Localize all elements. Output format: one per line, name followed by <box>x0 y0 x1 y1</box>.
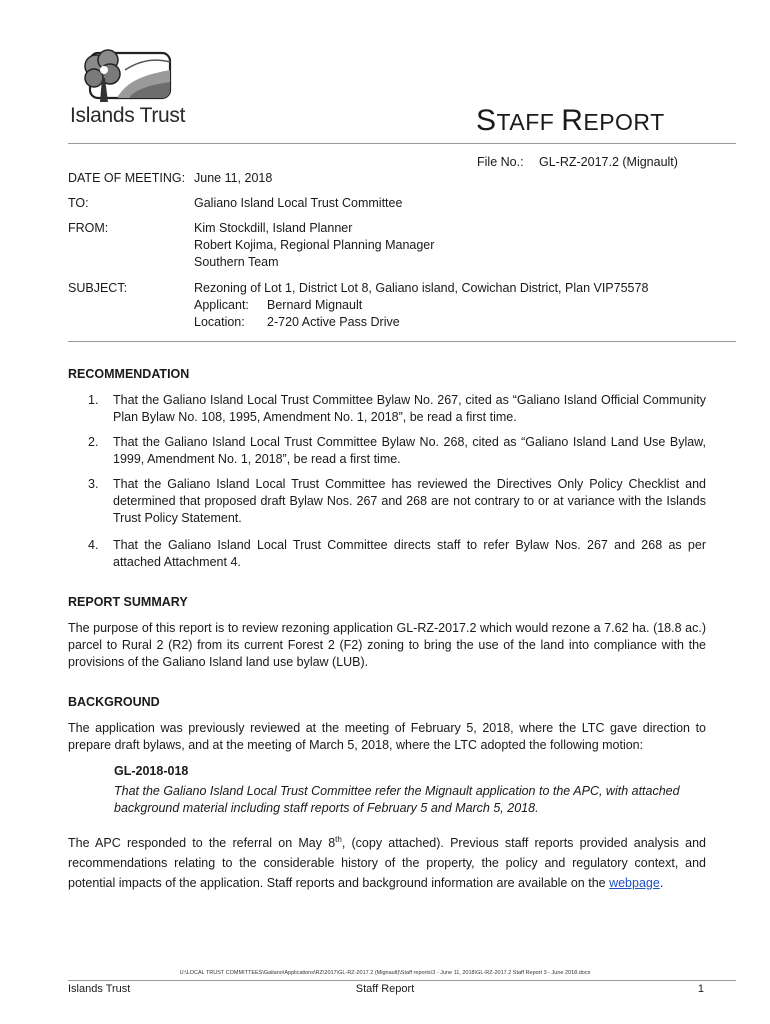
summary-text: The purpose of this report is to review rezoning application GL-RZ-2017.2 which would rezone a 7.62 ha. (18.8 ac.) parcel to Rural 2 (R2) from its current Forest 2 (F2) zoning to bring the use of the land into compliance with the provisions of the Galiano Island land use bylaw (LUB). <box>68 621 706 669</box>
recommendation-heading: RECOMMENDATION <box>68 367 190 381</box>
from-line: Kim Stockdill, Island Planner <box>194 221 353 235</box>
subject-text: Rezoning of Lot 1, District Lot 8, Galiano island, Cowichan District, Plan VIP75578 <box>194 281 649 295</box>
file-number: File No.: GL-RZ-2017.2 (Mignault) <box>477 155 678 169</box>
background-heading: BACKGROUND <box>68 695 160 709</box>
footer-title: Staff Report <box>355 983 415 995</box>
summary-heading: REPORT SUMMARY <box>68 595 188 609</box>
footer-rule <box>68 980 736 981</box>
meta-rule <box>68 341 736 342</box>
applicant-line: Applicant: Bernard Mignault <box>194 298 363 312</box>
apc-paragraph: The APC responded to the referral on May 8th, (copy attached). Previous staff reports provided analysis and recommendations relating to the considerable history of the property, the policy and regulatory context, and potential impacts of the application. Staff reports and background information are available on the webpage. <box>68 835 707 891</box>
subject-value <box>194 280 734 331</box>
file-path: U:\LOCAL TRUST COMMITTEES\Galiano\Applications\RZ\2017\GL-RZ-2017.2 (Mignault)\Staff reports\3 - June 11, 2018\GL-RZ-2017.2 Staff Report 3 - June 2018.docx <box>179 970 591 976</box>
org-name: Islands Trust <box>70 104 186 127</box>
list-item: 4. That the Galiano Island Local Trust Committee directs staff to refer Bylaw Nos. 267 and 268 as per attached Attachment 4. <box>88 538 706 569</box>
date-label: DATE OF MEETING: <box>68 171 186 185</box>
to-label: TO: <box>68 196 89 210</box>
header-rule <box>68 143 736 144</box>
webpage-link[interactable]: webpage <box>609 876 660 891</box>
list-item: 1. That the Galiano Island Local Trust Committee Bylaw No. 267, cited as “Galiano Island Official Community Plan Bylaw No. 108, 1995, Amendment No. 1, 2018”, be read a first time. <box>88 393 706 424</box>
date-value: June 11, 2018 <box>194 171 273 185</box>
motion-id: GL-2018-018 <box>114 764 189 778</box>
location-line: Location: 2-720 Active Pass Drive <box>194 315 400 329</box>
motion-text: That the Galiano Island Local Trust Committee refer the Mignault application to the APC, with attached background material including staff reports of February 5 and March 5, 2018. <box>114 784 680 815</box>
background-text: The application was previously reviewed at the meeting of February 5, 2018, where the LTC gave direction to prepare draft bylaws, and at the meeting of March 5, 2018, where the LTC adopted the following motion: <box>68 721 706 752</box>
footer-org: Islands Trust <box>68 983 131 995</box>
list-item: 2. That the Galiano Island Local Trust Committee Bylaw No. 268, cited as “Galiano Island Land Use Bylaw, 1999, Amendment No. 1, 2018”, be read a first time. <box>88 435 706 466</box>
from-label: FROM: <box>68 221 109 235</box>
to-value: Galiano Island Local Trust Committee <box>194 196 403 210</box>
tree-landscape-icon <box>70 48 195 108</box>
from-value <box>194 220 434 271</box>
from-line: Robert Kojima, Regional Planning Manager <box>194 238 435 252</box>
list-item: 3. That the Galiano Island Local Trust Committee has reviewed the Directives Only Policy Checklist and determined that proposed draft Bylaw Nos. 267 and 268 are not contrary to or at variance with the Islands Trust Policy Statement. <box>88 477 706 525</box>
page-title: STAFF REPORT <box>476 104 665 137</box>
subject-label: SUBJECT: <box>68 281 128 295</box>
from-line: Southern Team <box>194 255 279 269</box>
page-number: 1 <box>697 983 704 995</box>
